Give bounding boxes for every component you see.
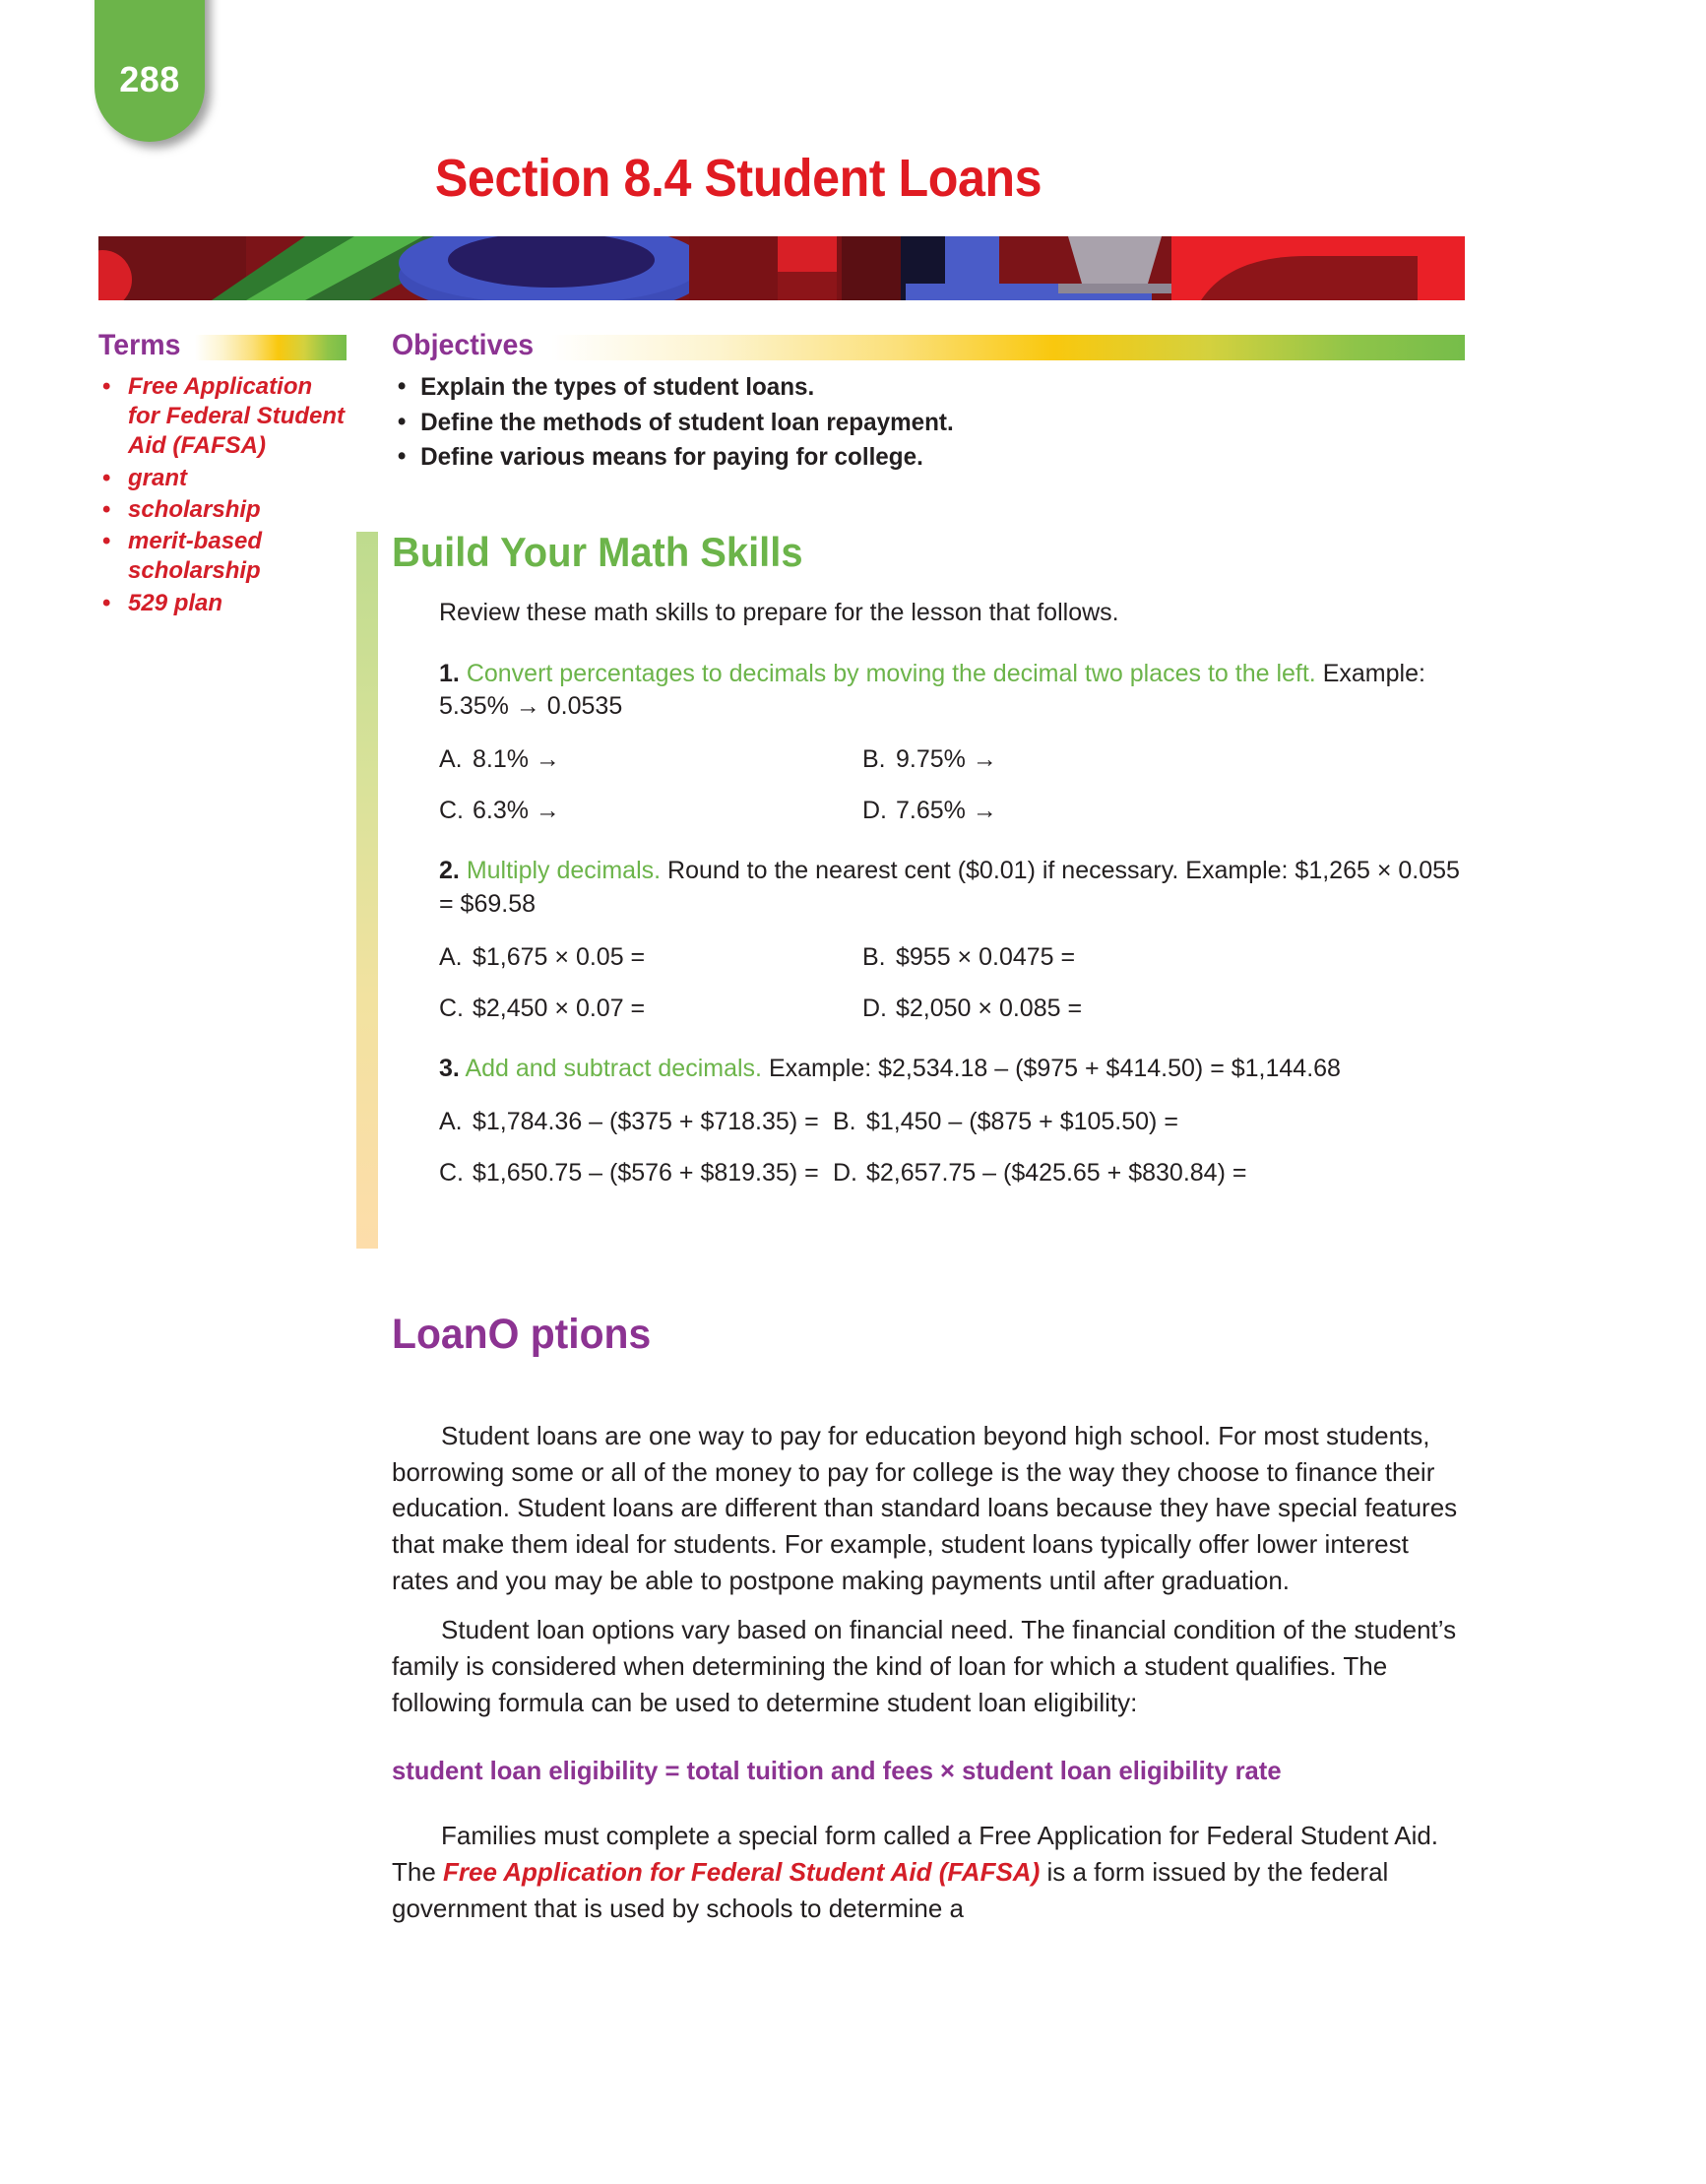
body-paragraph-3 (392, 1818, 1465, 1926)
build-math-skills-side-bar (356, 532, 378, 1249)
item-text: 9.75% → (896, 745, 997, 774)
math-skill-1-item-d (862, 796, 1465, 825)
math-skill-2-item-c (439, 994, 862, 1023)
math-skill-2-green-text: Multiply decimals. (466, 857, 662, 885)
item-label: A. (439, 942, 463, 971)
body-paragraph-1: Student loans are one way to pay for education beyond high school. For most students, borrowing some or all of the money to pay for college is the way they choose to finance their education. Student loans are different than standard loans because they have special features that make them ideal for students. For example, student loans typically offer lower interest rates and you may be able to postpone making payments until after graduation. (392, 1421, 1458, 1595)
list-item: • 529 plan (98, 589, 347, 618)
terms-heading: Terms (98, 329, 181, 361)
math-skill-3-items (439, 1107, 1465, 1188)
item-text: 6.3% → (473, 797, 560, 825)
math-skill-3-item-d (833, 1158, 1465, 1188)
math-skill-3-item-a (439, 1107, 833, 1136)
math-skill-2-example: Round to the nearest cent ($0.01) if necessary. Example: $1,265 × 0.055 = $69.58 (439, 857, 1460, 918)
objectives-gradient-bar (551, 335, 1465, 360)
item-label: D. (833, 1159, 857, 1188)
body-paragraph-2: Student loan options vary based on financial need. The financial condition of the student’s family is considered when determining the kind of loan for which a student qualifies. The following formula can be used to determine student loan eligibility: (392, 1615, 1457, 1717)
math-skill-1-items (439, 744, 1465, 825)
item-text: $1,450 – ($875 + $105.50) = (866, 1108, 1178, 1136)
fafsa-term-inline: Free Application for Federal Student Aid (FAFSA) (443, 1857, 1041, 1888)
item-text: $2,450 × 0.07 = (473, 994, 646, 1022)
math-skill-2-item-a (439, 942, 862, 972)
list-item: • scholarship (98, 495, 347, 525)
build-math-skills-intro: Review these math skills to prepare for the lesson that follows. (439, 599, 1119, 627)
item-label: B. (862, 942, 886, 971)
terms-header (98, 323, 347, 360)
math-skill-3-item-c (439, 1158, 833, 1188)
item-label: A. (439, 1108, 463, 1136)
item-label: C. (439, 797, 464, 825)
math-skill-2 (439, 855, 1465, 1023)
math-skill-2-stem (439, 855, 1465, 921)
objectives-list (392, 370, 1465, 476)
math-skill-1 (439, 658, 1465, 826)
body-paragraph-3-after: is a form issued by the federal government that is used by schools to determine a (392, 1857, 1389, 1923)
math-skill-3-green-text: Add and subtract decimals. (465, 1054, 762, 1082)
math-skill-1-green-text: Convert percentages to decimals by moving the decimal two places to the left. (466, 659, 1316, 687)
item-text: $1,650.75 – ($576 + $819.35) = (473, 1159, 819, 1188)
terms-gradient-bar (195, 335, 347, 360)
item-label: B. (862, 745, 886, 774)
build-math-skills-section (392, 530, 1465, 1217)
item-label: C. (439, 1159, 464, 1188)
list-item: • Define the methods of student loan repayment. (392, 406, 1432, 441)
list-item: • grant (98, 464, 347, 493)
item-label: D. (862, 994, 887, 1022)
list-item: • Explain the types of student loans. (392, 370, 1432, 406)
math-skill-1-stem (439, 658, 1465, 724)
math-skill-3-stem (439, 1053, 1465, 1085)
build-math-skills-heading: Build Your Math Skills (392, 529, 803, 575)
page-number-tab (95, 0, 205, 142)
body-paragraph-3-before: Families must complete a special form called a Free Application for Federal Student Aid. The (392, 1821, 1439, 1888)
item-label: B. (833, 1108, 856, 1136)
math-skill-3-number: 3. (439, 1054, 460, 1082)
item-text: $2,050 × 0.085 = (896, 994, 1083, 1022)
objectives-column (392, 323, 1465, 476)
objectives-header (392, 323, 1465, 360)
math-skill-2-item-b (862, 942, 1465, 972)
list-item: • Define various means for paying for college. (392, 440, 1432, 476)
item-text: 8.1% → (473, 745, 560, 774)
math-skill-1-example: Example: 5.35% → 0.0535 (439, 659, 1425, 721)
item-text: 7.65% → (896, 797, 997, 825)
page-title: Section 8.4 Student Loans (434, 149, 1043, 208)
decorative-banner-image (98, 236, 1465, 300)
item-text: $955 × 0.0475 = (896, 942, 1076, 971)
list-item: • Free Application for Federal Student Aid (FAFSA) (98, 372, 347, 462)
item-label: D. (862, 797, 887, 825)
math-skill-1-item-c (439, 796, 862, 825)
terms-column (98, 323, 347, 620)
math-skill-1-number: 1. (439, 659, 460, 687)
math-skill-2-items (439, 942, 1465, 1023)
item-text: $2,657.75 – ($425.65 + $830.84) = (866, 1159, 1247, 1188)
math-skill-3-item-b (833, 1107, 1465, 1136)
item-text: $1,675 × 0.05 = (473, 942, 646, 971)
math-skill-1-item-a (439, 744, 862, 774)
math-skill-2-item-d (862, 994, 1465, 1023)
item-label: C. (439, 994, 464, 1022)
loan-options-body (392, 1418, 1465, 1940)
item-text: $1,784.36 – ($375 + $718.35) = (473, 1108, 819, 1136)
loan-eligibility-formula: student loan eligibility = total tuition and fees × student loan eligibility rate (392, 1756, 1282, 1786)
math-skill-2-number: 2. (439, 857, 460, 885)
loan-options-heading: LoanO ptions (392, 1311, 652, 1358)
math-skill-3-example: Example: $2,534.18 – ($975 + $414.50) = $1,144.68 (768, 1054, 1341, 1082)
math-skill-3 (439, 1053, 1465, 1188)
math-skill-1-item-b (862, 744, 1465, 774)
item-label: A. (439, 745, 463, 774)
objectives-heading: Objectives (392, 329, 535, 361)
terms-list (98, 372, 347, 618)
page-number: 288 (119, 59, 180, 99)
list-item: • merit-based scholarship (98, 527, 347, 586)
